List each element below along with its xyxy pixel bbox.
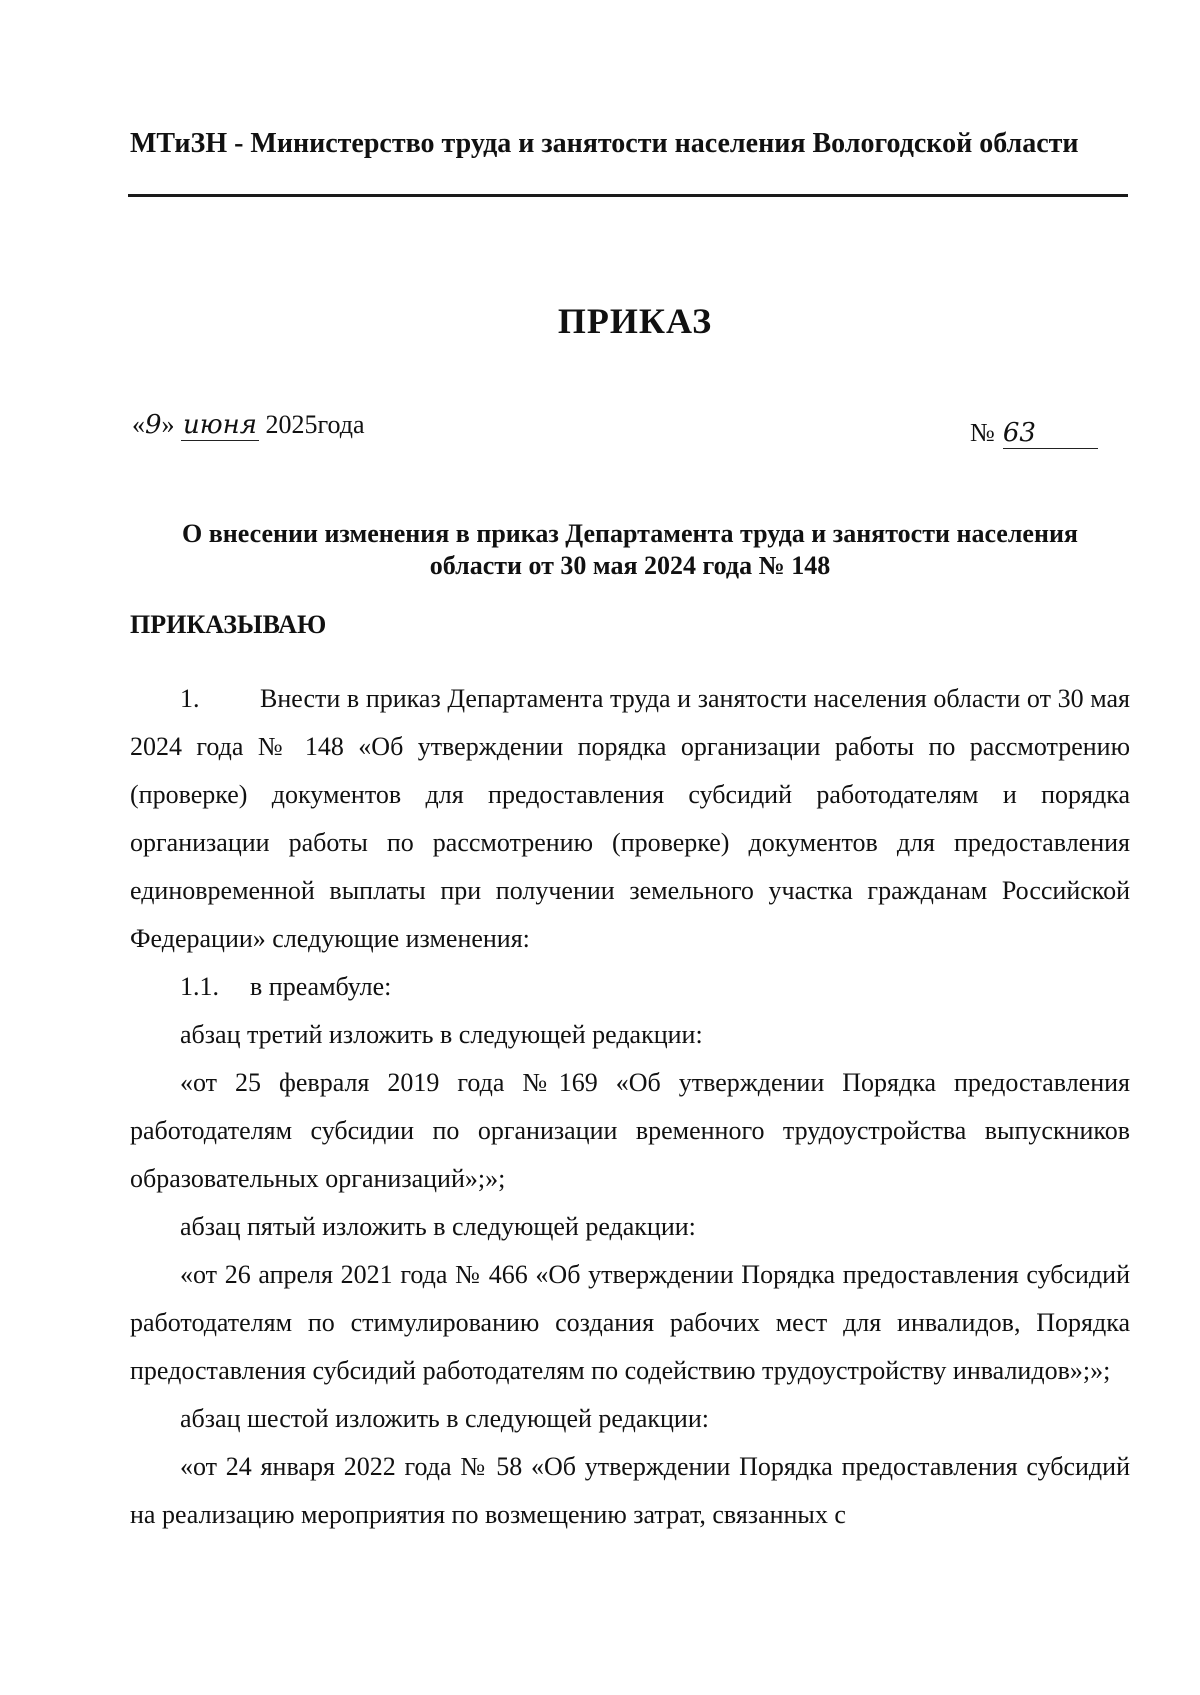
item-1-1-paragraph	[130, 963, 1130, 1011]
date-suffix: года	[317, 410, 365, 439]
document-subject	[130, 518, 1130, 582]
document-number	[970, 418, 1098, 449]
date-month-handwritten: июня	[183, 410, 258, 440]
date-open-quote: «	[132, 410, 145, 439]
order-heading: ПРИКАЗЫВАЮ	[130, 610, 327, 639]
paragraph-sixth-text: «от 24 января 2022 года № 58 «Об утверждении Порядка предоставления субсидий на реализацию мероприятия по возмещению затрат, связанных с	[130, 1452, 1130, 1529]
paragraph-fifth-text: «от 26 апреля 2021 года № 466 «Об утверждении Порядка предоставления субсидий работодателям по стимулированию создания рабочих мест для инвалидов, Порядка предоставления субсидий работодателям по содействию трудоустройству инвалидов»;»;	[130, 1260, 1130, 1385]
date-day-handwritten: 9	[145, 410, 162, 440]
subject-line-2: области от 30 мая 2024 года № 148	[429, 551, 831, 580]
item-1-1-number: 1.1.	[180, 972, 219, 1001]
item-1-paragraph	[130, 675, 1130, 963]
item-1-text: Внести в приказ Департамента труда и занятости населения области от 30 мая 2024 года № 148 «Об утверждении порядка организации работы по рассмотрению (проверке) документов для предоставления субсидий работодателям и порядка организации работы по рассмотрению (проверке) документов для предоставления единовременной выплаты при получении земельного участка гражданам Российской Федерации» следующие изменения:	[130, 684, 1130, 953]
date-year: 2025	[265, 410, 318, 439]
document-body	[130, 675, 1130, 1539]
paragraph-third-text: «от 25 февраля 2019 года №169 «Об утверждении Порядка предоставления работодателям субсидии по организации временного трудоустройства выпускников образовательных организаций»;»;	[130, 1068, 1130, 1193]
item-1-1-text: в преамбуле:	[250, 972, 392, 1001]
date-close-quote: »	[161, 410, 175, 439]
document-title: ПРИКАЗ	[557, 301, 713, 341]
ministry-header: МТиЗН - Министерство труда и занятости населения Вологодской области	[130, 128, 1079, 159]
subject-line-1: О внесении изменения в приказ Департамента труда и занятости населения	[182, 519, 1078, 548]
number-value-handwritten: 63	[1003, 418, 1098, 449]
number-label: №	[970, 418, 995, 447]
paragraph-third-intro: абзац третий изложить в следующей редакции:	[180, 1020, 703, 1049]
item-1-number: 1.	[180, 684, 200, 713]
paragraph-sixth-intro: абзац шестой изложить в следующей редакции:	[180, 1404, 709, 1433]
header-divider	[128, 194, 1128, 197]
document-date	[132, 410, 365, 441]
paragraph-fifth-intro: абзац пятый изложить в следующей редакции:	[180, 1212, 696, 1241]
